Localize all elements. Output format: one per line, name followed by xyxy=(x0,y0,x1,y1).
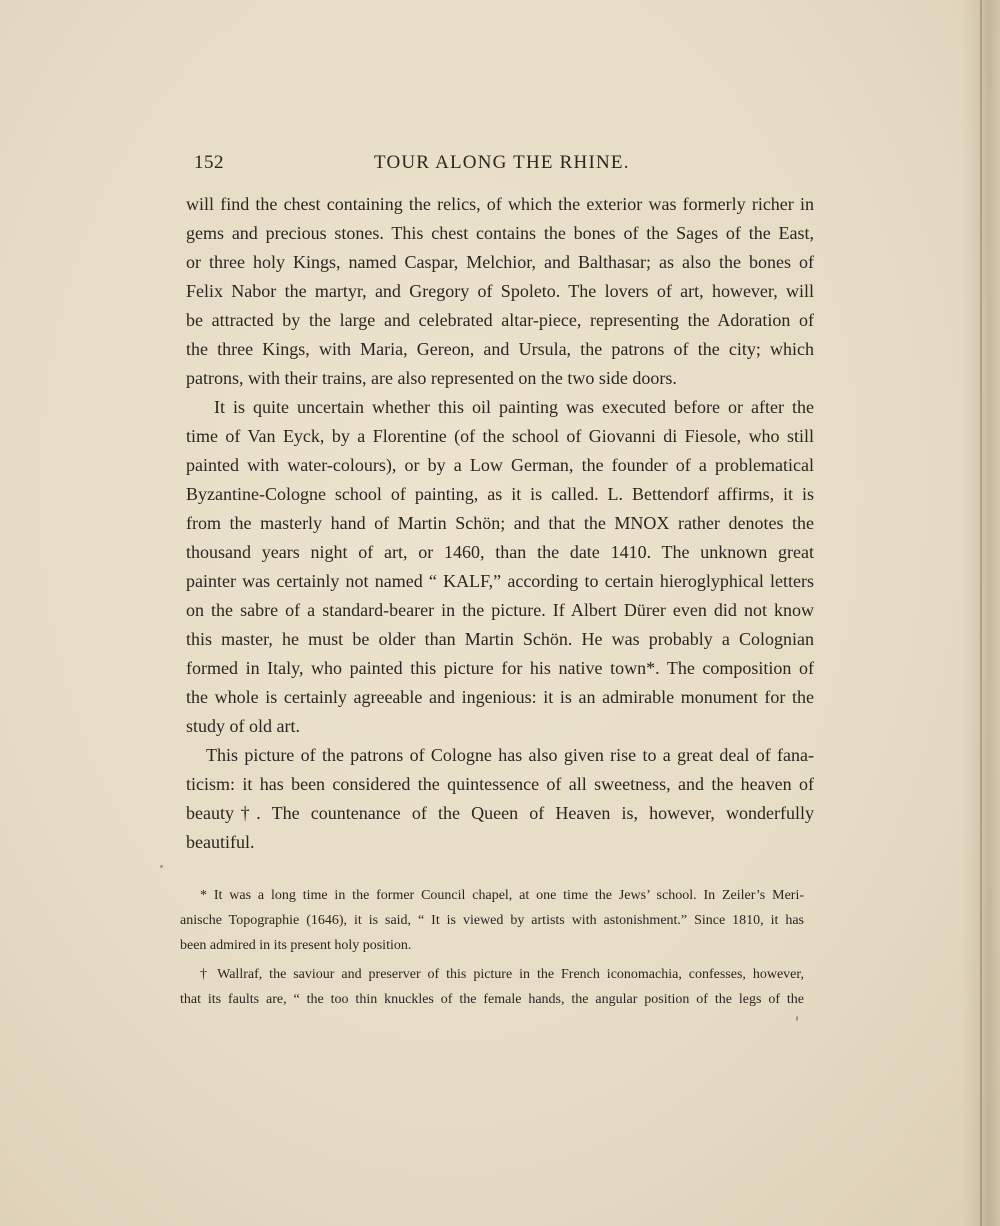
paper-speck xyxy=(160,865,163,868)
text-line: Felix Nabor the martyr, and Gregory of Spoleto. The lovers of art, however, will xyxy=(186,281,814,301)
text-line: painted with water-colours), or by a Low German, the founder of a problematical xyxy=(186,455,814,475)
footnote-line: anische Topographie (1646), it is said, “ It is viewed by artists with astonishment.” Since 1810, it has xyxy=(180,913,804,928)
text-line: on the sabre of a standard-bearer in the picture. If Albert Dürer even did not know xyxy=(186,600,814,620)
text-line: from the masterly hand of Martin Schön; and that the MNOX rather denotes the xyxy=(186,513,814,533)
paper-speck xyxy=(796,1016,798,1021)
page-number: 152 xyxy=(194,152,224,173)
text-line: will find the chest containing the relics, of which the exterior was formerly richer in xyxy=(186,194,814,214)
text-line: time of Van Eyck, by a Florentine (of the school of Giovanni di Fiesole, who still xyxy=(186,426,814,446)
footnote-line: that its faults are, “ the too thin knuckles of the female hands, the angular position of the legs of the xyxy=(180,992,804,1007)
paragraph xyxy=(186,190,814,393)
text-line: Byzantine-Cologne school of painting, as it is called. L. Bettendorf affirms, it is xyxy=(186,484,814,504)
page-gutter-edge xyxy=(980,0,982,1226)
body-text xyxy=(186,190,814,857)
running-header xyxy=(194,152,634,180)
footnote-line: † Wallraf, the saviour and preserver of this picture in the French iconomachia, confesses, however, xyxy=(200,967,804,982)
footnote xyxy=(180,883,804,958)
text-line: this master, he must be older than Martin Schön. He was probably a Colognian xyxy=(186,629,814,649)
footnote xyxy=(180,962,804,1012)
footnote-line: been admired in its present holy position. xyxy=(180,938,412,953)
text-line: or three holy Kings, named Caspar, Melchior, and Balthasar; as also the bones of xyxy=(186,252,814,272)
text-line: It is quite uncertain whether this oil painting was executed before or after the xyxy=(214,397,814,417)
text-line: beautiful. xyxy=(186,832,255,852)
text-line: the three Kings, with Maria, Gereon, and Ursula, the patrons of the city; which xyxy=(186,339,814,359)
running-title: TOUR ALONG THE RHINE. xyxy=(374,152,630,173)
paragraph xyxy=(186,741,814,857)
text-line: the whole is certainly agreeable and ingenious: it is an admirable monument for the xyxy=(186,687,814,707)
text-line: study of old art. xyxy=(186,716,300,736)
text-line: gems and precious stones. This chest contains the bones of the Sages of the East, xyxy=(186,223,814,243)
text-line: painter was certainly not named “ KALF,” according to certain hieroglyphical letters xyxy=(186,571,814,591)
footnote-line: * It was a long time in the former Council chapel, at one time the Jews’ school. In Zeiler’s Meri- xyxy=(200,888,804,903)
text-line: thousand years night of art, or 1460, than the date 1410. The unknown great xyxy=(186,542,814,562)
text-line: beauty†. The countenance of the Queen of Heaven is, however, wonderfully xyxy=(186,803,814,823)
text-line: formed in Italy, who painted this picture for his native town*. The composition of xyxy=(186,658,814,678)
footnotes xyxy=(180,883,804,1012)
text-line: be attracted by the large and celebrated altar-piece, representing the Adoration of xyxy=(186,310,814,330)
text-line: patrons, with their trains, are also represented on the two side doors. xyxy=(186,368,677,388)
text-line: This picture of the patrons of Cologne has also given rise to a great deal of fana- xyxy=(206,745,814,765)
paragraph xyxy=(186,393,814,741)
text-line: ticism: it has been considered the quintessence of all sweetness, and the heaven of xyxy=(186,774,814,794)
